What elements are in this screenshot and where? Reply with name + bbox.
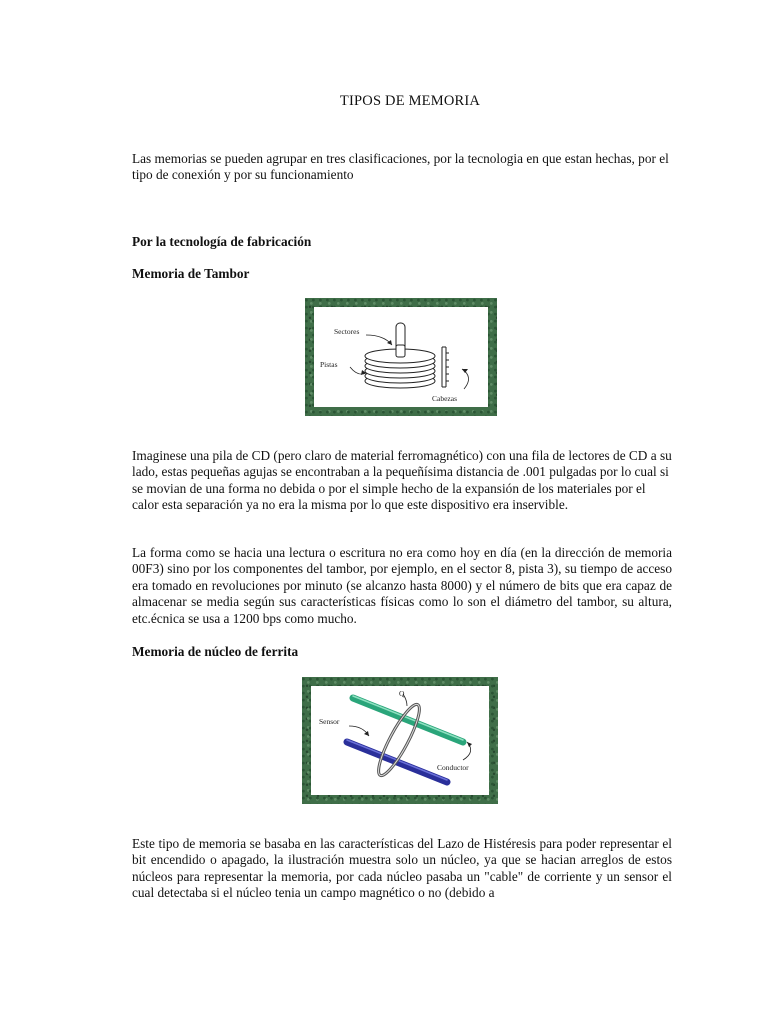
sectors-label: Sectores	[334, 327, 360, 336]
ferrite-diagram	[311, 686, 489, 795]
drum-paragraph-2: La forma como se hacia una lectura o escritura no era como hoy en día (en la dirección de memoria 00F3) sino por los componentes del tambor, por ejemplo, en el sector 8, pista 3), su tiempo de acceso era tomado en revoluciones por minuto (se alcanzo hasta 8000) y el número de bits que era capaz de almacenar se media según sus características físicas como lo son el diámetro del tambor, su altura, etc.écnica se usa a 1200 bps como mucho.	[132, 545, 672, 626]
conductor-rod	[353, 696, 463, 742]
ferrite-core-figure	[302, 677, 498, 804]
drum-diagram	[314, 307, 488, 407]
intro-paragraph: Las memorias se pueden agrupar en tres clasificaciones, por la tecnologia en que estan hechas, por el tipo de conexión y por su funcionamiento	[132, 151, 669, 183]
ferrite-paragraph-1: Este tipo de memoria se basaba en las características del Lazo de Histéresis para poder representar el bit encendido o apagado, la ilustración muestra solo un núcleo, ya que se hacian arreglos de estos núcleos para representar la memoria, por cada núcleo pasaba un "cable" de corriente y un sensor el cual detectaba si el núcleo tenia un campo magnético o no (debido a	[132, 836, 672, 901]
sensor-label: Sensor	[319, 717, 340, 726]
section-heading: Por la tecnología de fabricación	[132, 234, 312, 249]
read-heads-shape	[442, 347, 449, 387]
core-label: Q	[399, 689, 405, 698]
drum-memory-heading: Memoria de Tambor	[132, 266, 250, 281]
ferrite-memory-heading: Memoria de núcleo de ferrita	[132, 644, 299, 659]
page-title: TIPOS DE MEMORIA	[339, 92, 481, 109]
heads-label: Cabezas	[432, 394, 457, 403]
conductor-label: Conductor	[437, 763, 469, 772]
platter-stack	[365, 345, 435, 388]
drum-paragraph-1: Imaginese una pila de CD (pero claro de material ferromagnético) con una fila de lectores de CD a su lado, estas pequeñas agujas se encontraban a la pequeñísima distancia de .001 pulgadas por lo cual si se movian de una forma no debida o por el simple hecho de la expansión de los materiales por el calor esta separación ya no era la misma por lo que este dispositivo era inservible.	[132, 448, 672, 513]
tracks-label: Pistas	[320, 360, 338, 369]
drum-memory-figure	[305, 298, 497, 416]
